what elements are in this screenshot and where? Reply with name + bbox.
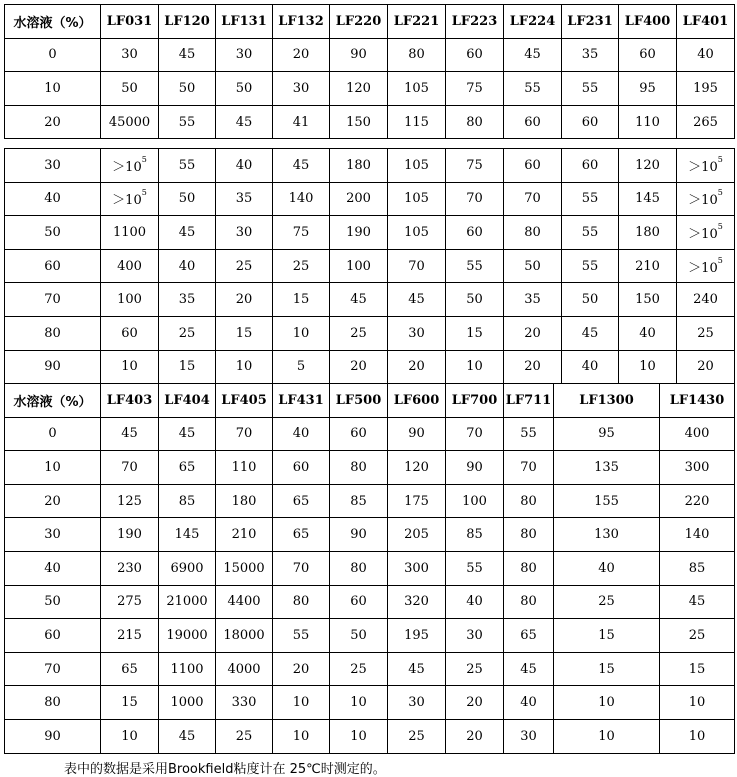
viscosity-cell: 320 [388,585,446,619]
viscosity-cell: 40 [619,316,677,350]
exponent: 5 [717,188,723,198]
table-row [5,350,735,384]
viscosity-cell: 18000 [216,619,273,653]
product-header: LF700 [446,384,504,418]
table-row [5,316,735,350]
viscosity-cell: 45 [101,417,159,451]
viscosity-cell: 35 [216,182,273,216]
viscosity-cell: 55 [446,551,504,585]
viscosity-cell: 6900 [159,551,216,585]
viscosity-table-part-1 [4,4,735,139]
viscosity-cell: 55 [159,105,216,139]
viscosity-cell: 275 [101,585,159,619]
viscosity-cell: 215 [101,619,159,653]
table-row [5,216,735,250]
viscosity-cell: 25 [660,619,735,653]
viscosity-cell: 41 [273,105,330,139]
viscosity-cell: 140 [273,182,330,216]
viscosity-cell: 30 [273,72,330,106]
viscosity-cell: 55 [562,182,619,216]
viscosity-cell: 45 [660,585,735,619]
viscosity-cell: 20 [446,686,504,720]
viscosity-cell: 210 [216,518,273,552]
viscosity-cell: 180 [330,149,388,183]
viscosity-cell: 80 [504,585,554,619]
viscosity-cell: 40 [677,38,735,72]
viscosity-cell: 90 [330,38,388,72]
concentration-cell: 20 [5,105,101,139]
viscosity-cell: 45 [159,38,216,72]
viscosity-table-part-2 [4,148,735,384]
product-header: LF711 [504,384,554,418]
viscosity-cell: 60 [562,149,619,183]
viscosity-cell: 25 [330,652,388,686]
viscosity-cell: 85 [330,484,388,518]
viscosity-cell: 400 [660,417,735,451]
viscosity-cell: 45 [504,652,554,686]
exponent: 5 [141,188,147,198]
viscosity-cell: 10 [446,350,504,384]
viscosity-cell: 45000 [101,105,159,139]
concentration-cell: 70 [5,283,101,317]
viscosity-cell: 85 [660,551,735,585]
concentration-cell: 80 [5,316,101,350]
concentration-cell: 60 [5,619,101,653]
viscosity-cell: 10 [554,719,660,753]
concentration-cell: 50 [5,585,101,619]
viscosity-cell: 55 [562,216,619,250]
viscosity-cell: 80 [330,451,388,485]
viscosity-cell: 35 [504,283,562,317]
viscosity-cell: 25 [446,652,504,686]
viscosity-cell: 80 [446,105,504,139]
header-row [5,384,735,418]
viscosity-cell: 45 [388,283,446,317]
table-row [5,283,735,317]
viscosity-cell: 25 [554,585,660,619]
viscosity-cell: 100 [330,249,388,283]
viscosity-cell: 75 [273,216,330,250]
concentration-cell: 40 [5,182,101,216]
viscosity-cell: 105 [388,182,446,216]
table-row [5,417,735,451]
viscosity-cell: 175 [388,484,446,518]
table-row [5,182,735,216]
header-row [5,5,735,39]
viscosity-cell: 10 [101,350,159,384]
concentration-cell: 50 [5,216,101,250]
viscosity-cell: 15 [554,652,660,686]
viscosity-cell: 10 [216,350,273,384]
viscosity-cell: 330 [216,686,273,720]
viscosity-cell: 120 [330,72,388,106]
viscosity-cell: 70 [101,451,159,485]
viscosity-cell: 25 [273,249,330,283]
viscosity-cell: 60 [330,585,388,619]
viscosity-cell: 15 [216,316,273,350]
viscosity-cell: 105 [388,216,446,250]
table-row [5,551,735,585]
viscosity-cell: 55 [562,249,619,283]
product-header: LF031 [101,5,159,39]
viscosity-cell: 195 [677,72,735,106]
viscosity-cell: 10 [554,686,660,720]
viscosity-cell: $>10^5$ [101,182,159,216]
viscosity-cell: 60 [330,417,388,451]
concentration-cell: 30 [5,518,101,552]
viscosity-cell: 15 [446,316,504,350]
viscosity-cell: 75 [446,149,504,183]
viscosity-cell: 45 [159,417,216,451]
viscosity-cell: 80 [504,484,554,518]
viscosity-cell: 80 [504,518,554,552]
viscosity-cell: 25 [159,316,216,350]
viscosity-cell: 21000 [159,585,216,619]
viscosity-cell: 105 [388,72,446,106]
table-row [5,451,735,485]
viscosity-cell: 60 [446,216,504,250]
viscosity-cell: 80 [273,585,330,619]
viscosity-cell: 95 [619,72,677,106]
viscosity-cell: 19000 [159,619,216,653]
concentration-cell: 90 [5,719,101,753]
viscosity-cell: 15 [101,686,159,720]
viscosity-cell: 50 [562,283,619,317]
viscosity-cell: 190 [101,518,159,552]
viscosity-cell: 180 [216,484,273,518]
viscosity-cell: 10 [660,686,735,720]
viscosity-cell: 75 [446,72,504,106]
viscosity-cell: 230 [101,551,159,585]
table-row [5,484,735,518]
exponent: 5 [717,255,723,265]
viscosity-cell: 50 [159,182,216,216]
viscosity-cell: 30 [388,316,446,350]
viscosity-cell: 240 [677,283,735,317]
table-row [5,518,735,552]
viscosity-cell: 1100 [101,216,159,250]
viscosity-cell: 20 [330,350,388,384]
concentration-cell: 20 [5,484,101,518]
viscosity-cell: 40 [216,149,273,183]
footnote: 表中的数据是采用Brookfield粘度计在 25℃时测定的。 [64,762,386,777]
viscosity-cell: 25 [216,719,273,753]
viscosity-cell: 20 [388,350,446,384]
viscosity-cell: 15 [273,283,330,317]
viscosity-cell: 35 [562,38,619,72]
product-header: LF404 [159,384,216,418]
viscosity-cell: 205 [388,518,446,552]
viscosity-cell: 4400 [216,585,273,619]
viscosity-cell: 300 [660,451,735,485]
viscosity-cell: 145 [159,518,216,552]
concentration-cell: 90 [5,350,101,384]
viscosity-cell: 10 [330,719,388,753]
viscosity-cell: 30 [216,38,273,72]
viscosity-cell: 65 [504,619,554,653]
viscosity-cell: 145 [619,182,677,216]
viscosity-cell: 90 [446,451,504,485]
concentration-cell: 0 [5,417,101,451]
viscosity-cell: 25 [388,719,446,753]
table-row [5,686,735,720]
viscosity-cell: 45 [159,216,216,250]
product-header: LF401 [677,5,735,39]
viscosity-cell: 30 [504,719,554,753]
viscosity-cell: 70 [504,451,554,485]
viscosity-cell: 45 [504,38,562,72]
viscosity-cell: 140 [660,518,735,552]
viscosity-cell: $>10^5$ [677,249,735,283]
viscosity-cell: 10 [101,719,159,753]
viscosity-cell: 20 [273,38,330,72]
viscosity-cell: 195 [388,619,446,653]
viscosity-cell: 20 [504,350,562,384]
table-row [5,72,735,106]
exponent: 5 [717,221,723,231]
exponent: 5 [141,154,147,164]
viscosity-cell: 55 [562,72,619,106]
viscosity-cell: 1000 [159,686,216,720]
viscosity-cell: 15000 [216,551,273,585]
viscosity-cell: 10 [660,719,735,753]
viscosity-cell: 60 [562,105,619,139]
viscosity-cell: 25 [677,316,735,350]
concentration-header: 水溶液（%） [5,384,101,418]
viscosity-cell: 155 [554,484,660,518]
viscosity-cell: 30 [101,38,159,72]
product-header: LF1300 [554,384,660,418]
product-header: LF405 [216,384,273,418]
concentration-header: 水溶液（%） [5,5,101,39]
viscosity-cell: 15 [159,350,216,384]
viscosity-cell: 90 [388,417,446,451]
table-row [5,105,735,139]
viscosity-cell: 180 [619,216,677,250]
product-header: LF231 [562,5,619,39]
viscosity-cell: 10 [330,686,388,720]
viscosity-cell: 65 [273,518,330,552]
viscosity-cell: 210 [619,249,677,283]
viscosity-table-part-3 [4,383,735,754]
viscosity-cell: 20 [216,283,273,317]
viscosity-cell: 50 [446,283,504,317]
viscosity-cell: 100 [101,283,159,317]
product-header: LF600 [388,384,446,418]
viscosity-cell: 50 [159,72,216,106]
viscosity-cell: 55 [504,72,562,106]
viscosity-cell: 55 [273,619,330,653]
viscosity-cell: 265 [677,105,735,139]
concentration-cell: 60 [5,249,101,283]
viscosity-cell: 65 [101,652,159,686]
viscosity-cell: 115 [388,105,446,139]
viscosity-cell: 70 [273,551,330,585]
viscosity-cell: 60 [619,38,677,72]
concentration-cell: 10 [5,451,101,485]
viscosity-cell: 20 [504,316,562,350]
product-header: LF224 [504,5,562,39]
viscosity-cell: 300 [388,551,446,585]
product-header: LF1430 [660,384,735,418]
viscosity-cell: 40 [504,686,554,720]
viscosity-cell: $>10^5$ [677,149,735,183]
viscosity-cell: 25 [330,316,388,350]
viscosity-cell: 55 [159,149,216,183]
viscosity-cell: 70 [504,182,562,216]
concentration-cell: 10 [5,72,101,106]
viscosity-cell: 80 [388,38,446,72]
viscosity-cell: $>10^5$ [677,182,735,216]
viscosity-cell: 15 [554,619,660,653]
viscosity-cell: 200 [330,182,388,216]
viscosity-cell: 40 [554,551,660,585]
product-header: LF221 [388,5,446,39]
table-row [5,149,735,183]
viscosity-cell: 10 [619,350,677,384]
viscosity-cell: 120 [619,149,677,183]
concentration-cell: 70 [5,652,101,686]
viscosity-cell: 105 [388,149,446,183]
viscosity-cell: 1100 [159,652,216,686]
viscosity-cell: 20 [446,719,504,753]
viscosity-cell: 70 [446,182,504,216]
viscosity-cell: 60 [446,38,504,72]
viscosity-cell: 50 [101,72,159,106]
viscosity-cell: 30 [388,686,446,720]
table-row [5,619,735,653]
viscosity-cell: 65 [273,484,330,518]
viscosity-cell: 5 [273,350,330,384]
viscosity-cell: 135 [554,451,660,485]
viscosity-cell: 40 [159,249,216,283]
viscosity-cell: 60 [504,149,562,183]
viscosity-cell: 125 [101,484,159,518]
viscosity-cell: 40 [446,585,504,619]
product-header: LF131 [216,5,273,39]
viscosity-cell: 45 [273,149,330,183]
viscosity-cell: 45 [216,105,273,139]
viscosity-cell: 85 [446,518,504,552]
viscosity-cell: 50 [504,249,562,283]
viscosity-cell: 45 [330,283,388,317]
viscosity-cell: 120 [388,451,446,485]
viscosity-cell: 50 [330,619,388,653]
viscosity-cell: 95 [554,417,660,451]
viscosity-cell: 15 [660,652,735,686]
table-row [5,719,735,753]
viscosity-cell: 30 [446,619,504,653]
viscosity-cell: 45 [562,316,619,350]
product-header: LF223 [446,5,504,39]
viscosity-cell: $>10^5$ [677,216,735,250]
viscosity-cell: $>10^5$ [101,149,159,183]
concentration-cell: 0 [5,38,101,72]
viscosity-cell: 220 [660,484,735,518]
product-header: LF500 [330,384,388,418]
product-header: LF132 [273,5,330,39]
product-header: LF220 [330,5,388,39]
concentration-cell: 40 [5,551,101,585]
viscosity-cell: 100 [446,484,504,518]
viscosity-cell: 150 [619,283,677,317]
product-header: LF403 [101,384,159,418]
viscosity-cell: 80 [330,551,388,585]
concentration-cell: 80 [5,686,101,720]
viscosity-cell: 85 [159,484,216,518]
table-separator [4,141,734,147]
viscosity-cell: 55 [446,249,504,283]
viscosity-cell: 40 [273,417,330,451]
viscosity-cell: 130 [554,518,660,552]
viscosity-cell: 25 [216,249,273,283]
viscosity-cell: 65 [159,451,216,485]
viscosity-cell: 40 [562,350,619,384]
viscosity-cell: 60 [504,105,562,139]
viscosity-cell: 50 [216,72,273,106]
viscosity-cell: 70 [446,417,504,451]
viscosity-cell: 55 [504,417,554,451]
table-row [5,652,735,686]
viscosity-cell: 10 [273,719,330,753]
viscosity-cell: 45 [388,652,446,686]
viscosity-cell: 10 [273,686,330,720]
viscosity-cell: 80 [504,216,562,250]
viscosity-cell: 35 [159,283,216,317]
viscosity-cell: 60 [273,451,330,485]
product-header: LF120 [159,5,216,39]
concentration-cell: 30 [5,149,101,183]
viscosity-cell: 150 [330,105,388,139]
table-row [5,585,735,619]
product-header: LF431 [273,384,330,418]
product-header: LF400 [619,5,677,39]
viscosity-cell: 400 [101,249,159,283]
exponent: 5 [717,154,723,164]
table-row [5,38,735,72]
viscosity-cell: 70 [216,417,273,451]
viscosity-cell: 10 [273,316,330,350]
viscosity-cell: 190 [330,216,388,250]
viscosity-cell: 80 [504,551,554,585]
viscosity-cell: 110 [619,105,677,139]
viscosity-cell: 60 [101,316,159,350]
table-row [5,249,735,283]
viscosity-cell: 20 [677,350,735,384]
viscosity-cell: 45 [159,719,216,753]
viscosity-cell: 20 [273,652,330,686]
viscosity-cell: 110 [216,451,273,485]
viscosity-cell: 4000 [216,652,273,686]
viscosity-cell: 90 [330,518,388,552]
viscosity-cell: 70 [388,249,446,283]
viscosity-cell: 30 [216,216,273,250]
